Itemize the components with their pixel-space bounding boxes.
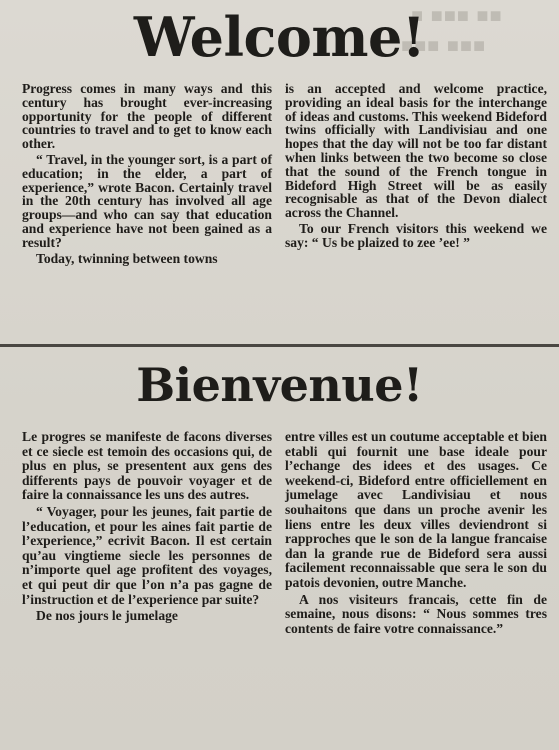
french-column-right: [285, 430, 547, 638]
french-column-left: [22, 430, 272, 626]
french-paragraph-2: “ Voyager, pour les jeunes, fait partie de l’education, et pour les aines fait partie de l’experience,” ecrivit Bacon. Il est certain qu’au vingtieme siecle les personnes de n’importe quel age profitent des voyages, et qui peut dir que l’on n’a pas gagne de l’instruction et de l’experience par suite?: [22, 503, 272, 607]
bienvenue-headline: Bienvenue!: [136, 358, 423, 412]
english-paragraph-5: To our French visitors this weekend we say: “ Us be plaized to zee ’ee! ”: [285, 220, 547, 250]
french-paragraph-3: De nos jours le jumelage: [36, 608, 178, 624]
english-paragraph-2: “ Travel, in the younger sort, is a part of education; in the elder, a part of experience,” wrote Bacon. Certainly travel in the 20th century has involved all age groups—and who can say that education and experience have not been gained as a result?: [22, 151, 272, 250]
section-divider: [0, 344, 559, 347]
french-paragraph-1: Le progres se manifeste de facons diverses et ce siecle est temoin des occasions qui, de plus en plus, se presentent aux gens des differents pays de pouvoir voyager et de faire la connaissance les uns des autres.: [22, 429, 272, 503]
english-column-left: [22, 82, 272, 267]
french-paragraph-4: entre villes est un coutume acceptable et bien etabli qui fournit une base ideale pour l’echange des idees et des usages. Ce weekend-ci, Bideford entre officiellement en jumelage avec Landivisiau et nous souhaitons que dans un proche avenir les liens entre les deux villes deviendront si rapproches que le son de la langue francaise dan la grande rue de Bideford sera aussi facilement reconnaissable que sera le son du patois devonien, outre Manche.: [285, 429, 547, 590]
faded-advertisement: ■ ■■■ ■■ ■■■ ■■■: [401, 5, 503, 57]
welcome-headline: Welcome!: [133, 5, 426, 69]
english-paragraph-1: Progress comes in many ways and this century has brought ever-increasing opportunity for the people of different countries to travel and to get to know each other.: [22, 81, 272, 152]
english-paragraph-4: is an accepted and welcome practice, providing an ideal basis for the interchange of ideas and customs. This weekend Bideford twins officially with Landivisiau and one hopes that the day will not be too far distant when links between the two become so close that the sound of the French tongue in Bideford High Street will be as easily recognisable as that of the Devon dialect across the Channel.: [285, 81, 547, 221]
english-column-right: [285, 82, 547, 252]
english-paragraph-3: Today, twinning between towns: [36, 250, 218, 266]
french-paragraph-5: A nos visiteurs francais, cette fin de semaine, nous disons: “ Nous sommes tres contents de faire votre connaissance.”: [285, 591, 547, 636]
